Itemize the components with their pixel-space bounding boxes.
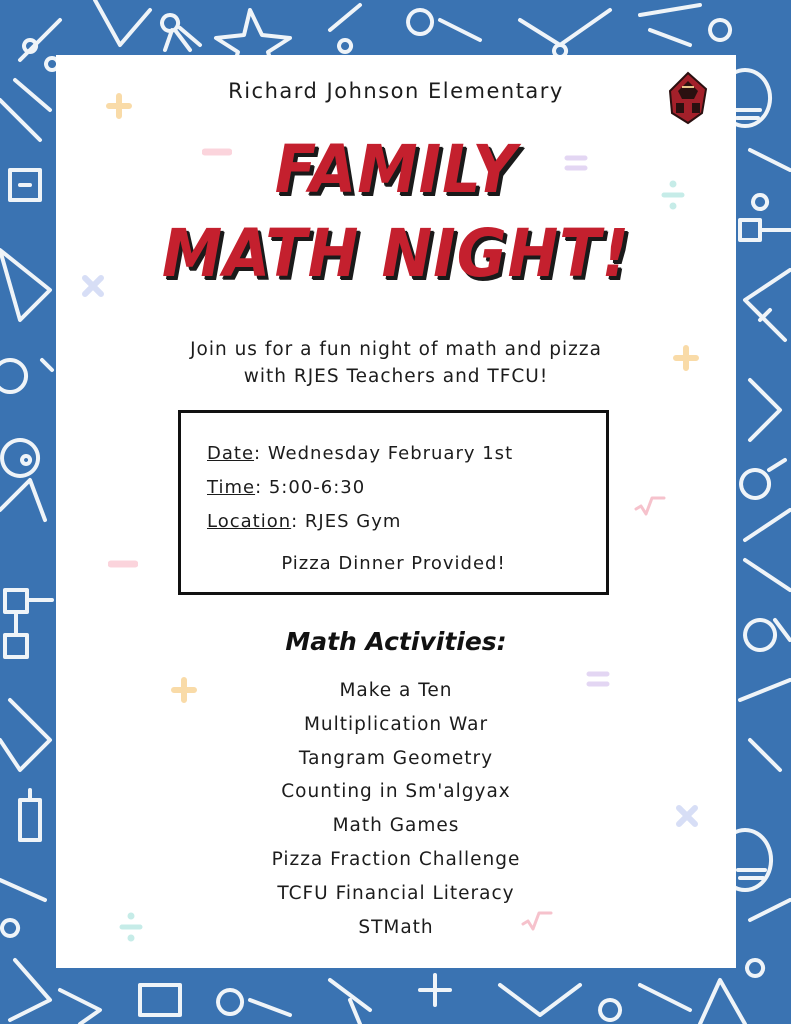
minus-icon (108, 557, 138, 571)
activity-item: Counting in Sm'algyax (281, 781, 511, 803)
pizza-note: Pizza Dinner Provided! (281, 553, 506, 574)
date-value: : Wednesday February 1st (254, 443, 514, 464)
times-icon (674, 803, 700, 829)
date-row (207, 443, 513, 464)
equals-icon (586, 667, 610, 691)
school-logo-icon (662, 69, 714, 127)
activity-item: TCFU Financial Literacy (277, 882, 515, 904)
intro-text (56, 336, 736, 390)
divide-icon (660, 179, 686, 211)
title-line-2: MATH NIGHT! (161, 215, 631, 292)
date-label: Date (207, 443, 255, 464)
location-label: Location (207, 511, 292, 532)
intro-line-2: with RJES Teachers and TFCU! (243, 366, 549, 387)
intro-line-1: Join us for a fun night of math and pizza (190, 339, 602, 360)
activity-item: Make a Ten (339, 680, 453, 701)
times-icon (80, 273, 106, 299)
event-details-box (178, 410, 609, 595)
time-label: Time (207, 477, 256, 498)
location-value: : RJES Gym (291, 511, 402, 532)
plus-icon (106, 93, 132, 119)
activity-item: Math Games (332, 815, 460, 837)
activity-item: Tangram Geometry (298, 747, 494, 769)
plus-icon (673, 345, 699, 371)
activities-list (56, 674, 736, 944)
equals-icon (564, 151, 588, 175)
time-row (207, 477, 365, 498)
time-value: : 5:00-6:30 (255, 477, 366, 498)
square-root-icon (633, 495, 667, 517)
location-row (207, 511, 401, 532)
divide-icon (118, 911, 144, 943)
activity-item: STMath (358, 916, 434, 938)
minus-icon (202, 145, 232, 159)
flyer-card (56, 55, 736, 968)
square-root-icon (520, 910, 554, 932)
plus-icon (171, 677, 197, 703)
title-line-1: FAMILY (274, 131, 518, 208)
activity-item: Pizza Fraction Challenge (271, 848, 521, 870)
activity-item: Multiplication War (303, 713, 489, 735)
activities-heading: Math Activities: (285, 627, 507, 656)
school-name: Richard Johnson Elementary (228, 79, 564, 103)
